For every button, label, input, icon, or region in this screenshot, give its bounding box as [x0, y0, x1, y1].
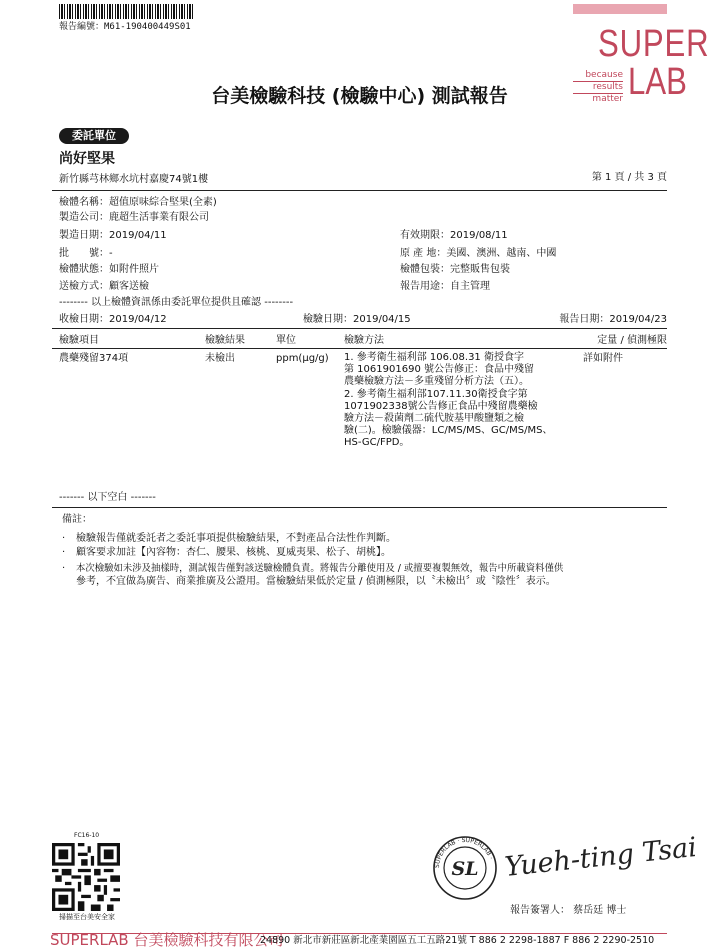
seal-letters: SL: [451, 858, 479, 880]
receive-date: 收檢日期：2019/04/12: [59, 314, 167, 325]
client-badge: 委託單位: [59, 128, 129, 144]
test-date: 檢驗日期：2019/04/15: [303, 314, 411, 325]
note-bullet-2: ·: [62, 547, 66, 558]
logo-lab: LAB: [628, 61, 687, 103]
delivery-method: 送檢方式：顧客送檢: [59, 281, 149, 292]
report-date: 報告日期：2019/04/23: [559, 314, 667, 325]
col-header-result: 檢驗結果: [205, 335, 245, 346]
logo-bar: [573, 4, 667, 14]
page-info: 第 1 頁 / 共 3 頁: [591, 172, 667, 183]
notes-title: 備註：: [62, 514, 92, 525]
sample-state: 檢體狀態：如附件照片: [59, 264, 159, 275]
divider-mid: [52, 328, 667, 329]
qr-code-label: FC16-10: [74, 832, 100, 839]
note-3-line-1: 本次檢驗如未涉及抽樣時，測試報告僅對該送驗檢體負責。將報告分離使用及 / 或擅要複製無效，報告中所載資料僅供: [76, 563, 564, 574]
client-address: 新竹縣芎林鄉水坑村嘉慶74號1樓: [59, 174, 209, 185]
client-disclaimer: -------- 以上檢體資訊係由委託單位提供且確認 --------: [59, 297, 294, 308]
company-seal-icon: [432, 835, 498, 901]
sample-name: 檢體名稱：超值原味綜合堅果(全素): [59, 197, 217, 208]
row-limit: 詳如附件: [583, 353, 623, 364]
signature: Yueh-ting Tsai: [503, 831, 699, 883]
sample-maker: 製造公司：鹿超生活事業有限公司: [59, 212, 209, 223]
note-2: 顧客要求加註【內容物：杏仁、腰果、核桃、夏威夷果、松子、胡桃】。: [76, 547, 391, 558]
note-3-line-2: 參考，不宜做為廣告、商業推廣及公證用。當檢驗結果低於定量 / 偵測極限，以〝未檢出〞或〝陰性〞表示。: [76, 576, 556, 587]
row-result: 未檢出: [205, 353, 235, 364]
qr-caption: 掃描至台美安全家: [59, 913, 115, 921]
logo-tagline: because results matter: [573, 70, 623, 105]
report-number: 報告編號：M61-190400449S01: [59, 22, 191, 32]
qr-code: [52, 843, 120, 911]
mfg-date: 製造日期：2019/04/11: [59, 230, 167, 241]
batch-no: 批 號：-: [59, 248, 113, 259]
row-unit: ppm(μg/g): [276, 353, 329, 364]
col-header-unit: 單位: [276, 335, 296, 346]
col-header-limit: 定量 / 偵測極限: [597, 335, 667, 346]
signer: 報告簽署人： 蔡岳廷 博士: [510, 905, 627, 916]
origin: 原 產 地：美國、澳洲、越南、中國: [400, 248, 557, 259]
col-header-item: 檢驗項目: [59, 335, 99, 346]
client-name: 尚好堅果: [59, 151, 115, 167]
report-title: 台美檢驗科技 (檢驗中心) 測試報告: [211, 85, 508, 107]
row-method: 1. 參考衛生福利部 106.08.31 衛授食字 第 1061901690 號公告修正：食品中殘留 農藥檢驗方法－多重殘留分析方法（五）。 2. 參考衛生福利部107.11.30衛授食字第 1071902338號公告修正食品中殘留農藥檢 驗方法－殺菌劑二硫代胺基甲酸鹽類之檢 驗(二)。檢驗儀器：LC/MS/MS、GC/MS/MS、 HS-GC/FPD。: [344, 352, 553, 449]
expiry-date: 有效期限：2019/08/11: [400, 230, 508, 241]
divider-notes: [52, 507, 667, 508]
table-end-mark: ------- 以下空白 -------: [59, 492, 156, 503]
col-header-method: 檢驗方法: [344, 335, 384, 346]
note-bullet-1: ·: [62, 533, 66, 544]
divider-top: [52, 190, 667, 191]
table-header-rule: [52, 348, 667, 349]
sample-packaging: 檢體包裝：完整販售包裝: [400, 264, 510, 275]
note-bullet-3: ·: [62, 563, 66, 574]
seal-ring-text: SUPERLAB · SUPERLAB ·: [433, 836, 495, 869]
barcode: [59, 4, 193, 19]
report-purpose: 報告用途：自主管理: [400, 281, 490, 292]
footer-address: 24890 新北市新莊區新北產業園區五工五路21號 T 886 2 2298-1887 F 886 2 2290-2510: [260, 935, 655, 946]
row-item: 農藥殘留374項: [59, 353, 129, 364]
footer-company: SUPERLAB 台美檢驗科技有限公司: [50, 931, 284, 949]
note-1: 檢驗報告僅就委託者之委託事項提供檢驗結果，不對產品合法性作判斷。: [76, 533, 396, 544]
logo-super: SUPER: [598, 23, 710, 65]
